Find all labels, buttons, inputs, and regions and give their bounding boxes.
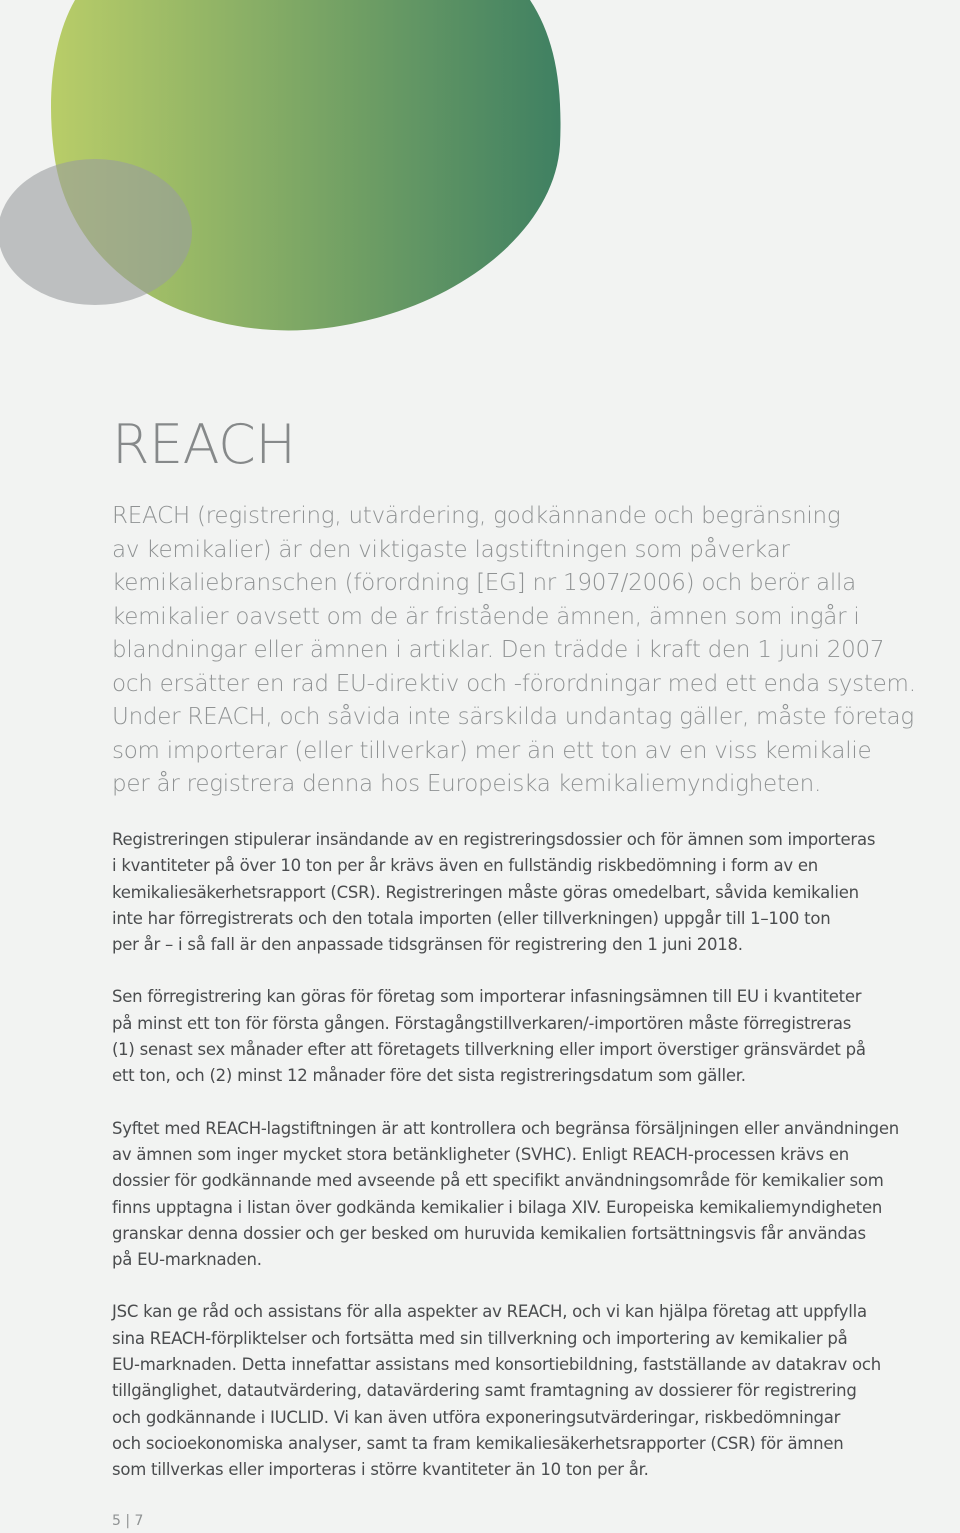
paragraph-line: kemikaliesäkerhetsrapport (CSR). Registreringen måste göras omedelbart, såvida kemikalien	[112, 882, 859, 902]
body-paragraph	[112, 984, 957, 1089]
paragraph-line: på EU-marknaden.	[112, 1250, 262, 1270]
paragraph-line: och godkännande i IUCLID. Vi kan även utföra exponeringsutvärderingar, riskbedömningar	[112, 1407, 841, 1427]
intro-line: blandningar eller ämnen i artiklar. Den trädde i kraft den 1 juni 2007	[112, 637, 885, 663]
paragraph-line: Syftet med REACH-lagstiftningen är att kontrollera och begränsa försäljningen eller användningen	[112, 1118, 899, 1138]
paragraph-line: dossier för godkännande med avseende på ett specifikt användningsområde för kemikalier som	[112, 1171, 884, 1191]
body-paragraph	[112, 827, 957, 958]
paragraph-line: JSC kan ge råd och assistans för alla aspekter av REACH, och vi kan hjälpa företag att uppfylla	[112, 1302, 867, 1322]
paragraph-line: finns upptagna i listan över godkända kemikalier i bilaga XIV. Europeiska kemikaliemyndigheten	[112, 1197, 883, 1217]
paragraph-line: i kvantiteter på över 10 ton per år krävs även en fullständig riskbedömning i form av en	[112, 856, 818, 876]
body-text	[112, 827, 957, 1510]
intro-line: av kemikalier) är den viktigaste lagstiftningen som påverkar	[112, 536, 790, 563]
intro-line: kemikalier oavsett om de är fristående ämnen, ämnen som ingår i	[112, 603, 860, 630]
paragraph-line: per år – i så fall är den anpassade tidsgränsen för registrering den 1 juni 2018.	[112, 935, 743, 955]
intro-line: per år registrera denna hos Europeiska kemikaliemyndigheten.	[112, 771, 822, 797]
paragraph-line: Sen förregistrering kan göras för företag som importerar infasningsämnen till EU i kvantiteter	[112, 987, 862, 1007]
page-number: 5 | 7	[112, 1513, 144, 1529]
gray-circle-shape	[0, 159, 192, 305]
intro-paragraph	[112, 500, 952, 802]
intro-line: REACH (registrering, utvärdering, godkännande och begränsning	[112, 503, 841, 529]
paragraph-line: tillgänglighet, datautvärdering, datavärdering samt framtagning av dossierer för registrering	[112, 1381, 857, 1401]
intro-line: som importerar (eller tillverkar) mer än ett ton av en viss kemikalie	[112, 737, 872, 764]
paragraph-line: inte har förregistrerats och den totala importen (eller tillverkningen) uppgår till 1–100 ton	[112, 908, 831, 928]
paragraph-line: på minst ett ton för första gången. Förstagångstillverkaren/-importören måste förregistreras	[112, 1013, 852, 1033]
intro-line: Under REACH, och såvida inte särskilda undantag gäller, måste företag	[112, 704, 914, 730]
paragraph-line: ett ton, och (2) minst 12 månader före det sista registreringsdatum som gäller.	[112, 1066, 746, 1086]
paragraph-line: Registreringen stipulerar insändande av en registreringsdossier och för ämnen som importeras	[112, 830, 876, 849]
page-title: REACH	[112, 413, 296, 476]
paragraph-line: som tillverkas eller importeras i större kvantiteter än 10 ton per år.	[112, 1460, 649, 1480]
paragraph-line: (1) senast sex månader efter att företagets tillverkning eller import överstiger gränsvärdet på	[112, 1040, 866, 1060]
paragraph-line: sina REACH-förpliktelser och fortsätta med sin tillverkning och importering av kemikalier på	[112, 1328, 848, 1348]
intro-line: kemikaliebranschen (förordning [EG] nr 1907/2006) och berör alla	[112, 570, 856, 596]
paragraph-line: och socioekonomiska analyser, samt ta fram kemikaliesäkerhetsrapporter (CSR) för ämnen	[112, 1433, 844, 1453]
body-paragraph	[112, 1116, 957, 1274]
paragraph-line: granskar denna dossier och ger besked om huruvida kemikalien fortsättningsvis får användas	[112, 1223, 866, 1243]
body-paragraph	[112, 1299, 957, 1483]
intro-line: och ersätter en rad EU-direktiv och -förordningar med ett enda system.	[112, 670, 916, 697]
paragraph-line: av ämnen som inger mycket stora betänkligheter (SVHC). Enligt REACH-processen krävs en	[112, 1144, 849, 1164]
paragraph-line: EU-marknaden. Detta innefattar assistans med konsortiebildning, fastställande av datakrav och	[112, 1355, 881, 1375]
decorative-shapes	[0, 0, 600, 345]
